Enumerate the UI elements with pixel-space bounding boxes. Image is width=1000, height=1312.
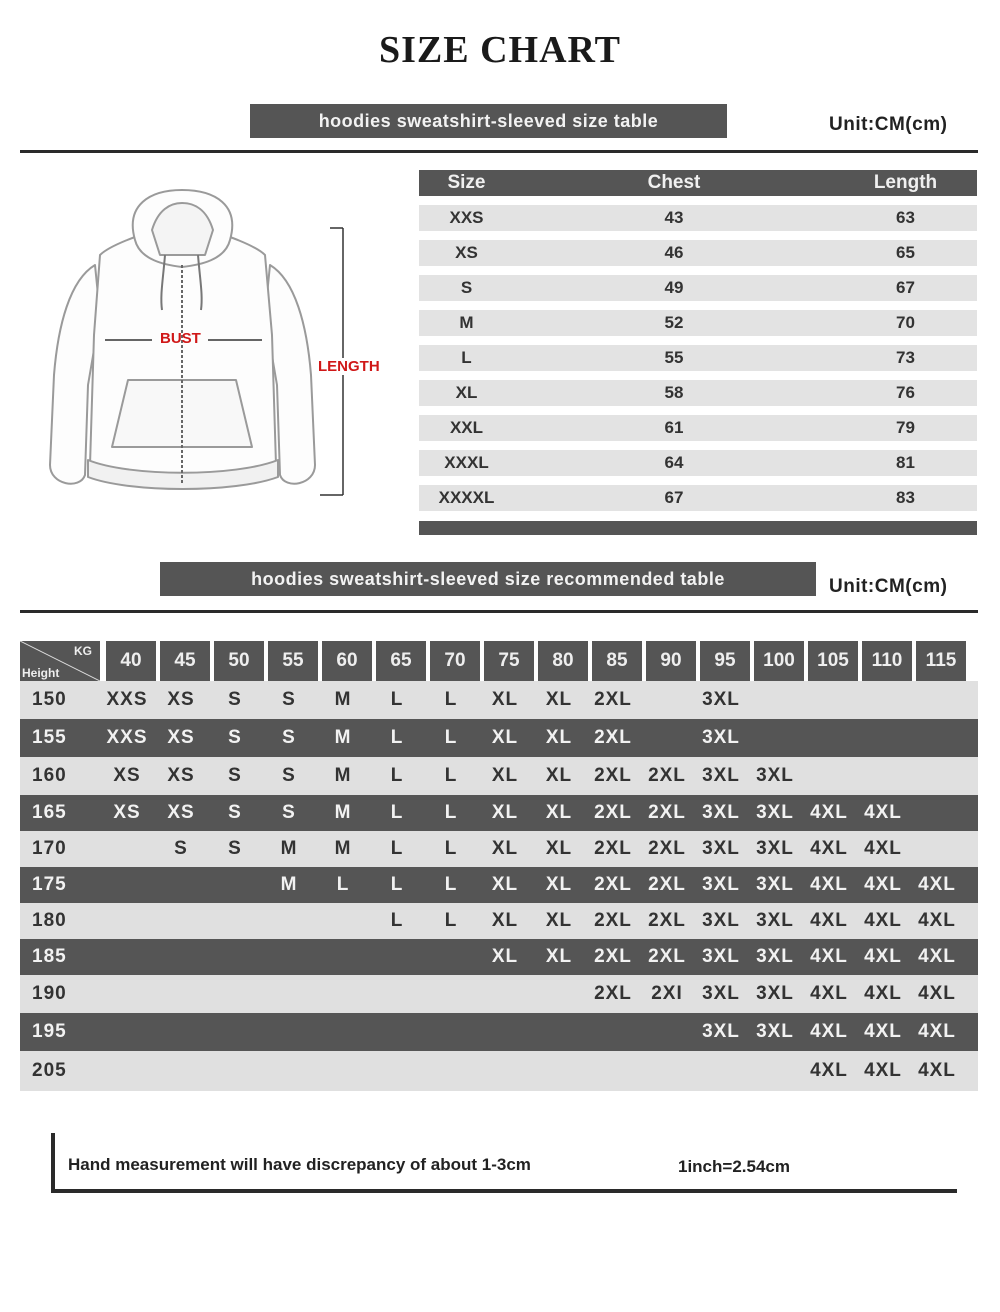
height-cell: 195 [32,1021,67,1042]
size-recommend-cell: XXS [106,727,148,748]
size-recommend-cell: 3XL [702,1021,740,1042]
page-title: SIZE CHART [378,29,621,71]
chest-cell: 46 [664,243,684,262]
size-table [419,170,977,535]
size-recommend-cell: 2XL [648,910,686,931]
size-recommend-cell: XS [113,802,141,823]
weight-header: 40 [106,641,156,681]
size-row [419,450,977,476]
height-cell: 165 [32,802,67,823]
size-table-unit: Unit:CM(cm) [829,114,948,135]
chest-header: Chest [647,172,701,193]
size-row [419,415,977,441]
recommend-row [20,831,978,867]
size-recommend-cell: 4XL [864,946,902,967]
weight-header: 85 [592,641,642,681]
length-cell: 70 [896,313,915,332]
height-cell: 205 [32,1060,67,1081]
weight-header: 60 [322,641,372,681]
size-table-footer-bar [419,521,977,535]
size-recommend-cell: 3XL [756,910,794,931]
length-cell: 73 [896,348,915,367]
size-recommend-cell: S [228,765,242,786]
weight-header: 90 [646,641,696,681]
weight-header: 75 [484,641,534,681]
chest-cell: 49 [664,278,684,297]
recommend-table [20,641,978,1091]
size-recommend-cell: 2XI [651,983,683,1004]
chest-cell: 55 [664,348,684,367]
size-recommend-cell: M [334,802,352,823]
size-recommend-cell: 4XL [810,1060,848,1081]
size-recommend-cell: XXS [106,689,148,710]
size-recommend-cell: 4XL [810,838,848,859]
size-recommend-cell: L [444,874,458,895]
length-cell: 79 [896,418,915,437]
recommend-row [20,975,978,1013]
size-recommend-cell: 3XL [702,727,740,748]
size-recommend-cell: 3XL [756,1021,794,1042]
size-recommend-cell: 3XL [702,689,740,710]
chest-cell: 61 [664,418,684,437]
size-recommend-cell: 3XL [702,874,740,895]
size-recommend-cell: L [336,874,350,895]
size-cell: M [459,313,474,332]
size-recommend-cell: 4XL [864,983,902,1004]
chest-cell: 43 [664,208,684,227]
size-recommend-cell: 4XL [918,983,956,1004]
size-recommend-cell: XL [545,689,573,710]
size-recommend-cell: 3XL [702,910,740,931]
section-divider [20,150,978,153]
section-divider [20,610,978,613]
size-recommend-cell: L [390,802,404,823]
size-recommend-cell: 4XL [918,1021,956,1042]
recommend-table-banner: hoodies sweatshirt-sleeved size recommended table [160,562,816,596]
height-cell: 180 [32,910,67,931]
size-recommend-cell: XL [545,765,573,786]
size-recommend-cell: XL [491,689,519,710]
size-recommend-cell: 2XL [594,874,632,895]
chest-cell: 58 [664,383,684,402]
recommend-row [20,867,978,903]
size-recommend-cell: 4XL [918,946,956,967]
size-recommend-cell: 3XL [756,874,794,895]
size-recommend-cell: L [444,765,458,786]
size-row [419,345,977,371]
size-row [419,310,977,336]
height-cell: 175 [32,874,67,895]
size-recommend-cell: 4XL [810,1021,848,1042]
height-cell: 170 [32,838,67,859]
table-corner [20,641,100,681]
size-recommend-cell: 2XL [594,838,632,859]
size-recommend-cell: S [282,802,296,823]
size-recommend-cell: XL [545,874,573,895]
size-row [419,485,977,511]
size-recommend-cell: 4XL [918,1060,956,1081]
size-recommend-cell: 3XL [756,838,794,859]
size-recommend-cell: XS [167,689,195,710]
size-recommend-cell: 4XL [864,1021,902,1042]
size-cell: XXXXL [438,488,495,507]
size-recommend-cell: 4XL [810,802,848,823]
chest-cell: 52 [664,313,684,332]
size-recommend-cell: 4XL [810,910,848,931]
length-cell: 81 [896,453,915,472]
size-row [419,275,977,301]
size-recommend-cell: XL [491,946,519,967]
conversion-note: 1inch=2.54cm [678,1157,790,1176]
height-cell: 150 [32,689,67,710]
size-recommend-cell: S [228,802,242,823]
size-recommend-cell: 3XL [702,838,740,859]
height-cell: 155 [32,727,67,748]
size-recommend-cell: 4XL [864,1060,902,1081]
size-cell: XL [455,383,478,402]
size-recommend-cell: L [444,802,458,823]
size-recommend-cell: 3XL [756,765,794,786]
size-row [419,240,977,266]
size-recommend-cell: 2XL [594,765,632,786]
weight-header: 95 [700,641,750,681]
size-header: Size [447,172,486,193]
size-recommend-cell: XL [545,727,573,748]
size-recommend-cell: L [390,838,404,859]
recommend-row [20,681,978,719]
bust-label: BUST [160,330,201,347]
hoodie-diagram [40,185,380,505]
size-recommend-cell: S [228,838,242,859]
recommend-row [20,757,978,795]
size-recommend-cell: 2XL [594,983,632,1004]
size-recommend-cell: 3XL [702,802,740,823]
size-recommend-cell: 2XL [594,802,632,823]
size-recommend-cell: M [334,838,352,859]
weight-header: 65 [376,641,426,681]
size-row [419,380,977,406]
chest-cell: 64 [664,453,684,472]
size-recommend-cell: S [282,727,296,748]
size-recommend-cell: XS [167,727,195,748]
size-cell: L [461,348,472,367]
weight-header: 70 [430,641,480,681]
size-recommend-cell: 2XL [648,946,686,967]
weight-header: 110 [862,641,912,681]
height-cell: 190 [32,983,67,1004]
length-cell: 83 [896,488,915,507]
recommend-row [20,719,978,757]
recommend-row [20,903,978,939]
note-bracket-vertical [51,1133,55,1193]
size-recommend-cell: 4XL [864,838,902,859]
size-recommend-cell: M [334,765,352,786]
size-cell: S [460,278,473,297]
size-cell: XXL [449,418,484,437]
size-recommend-cell: L [444,689,458,710]
length-cell: 76 [896,383,915,402]
length-cell: 63 [896,208,915,227]
height-cell: 185 [32,946,67,967]
height-cell: 160 [32,765,67,786]
size-recommend-cell: 2XL [594,946,632,967]
size-recommend-cell: XL [491,727,519,748]
weight-header: 115 [916,641,966,681]
weight-header: 100 [754,641,804,681]
size-recommend-cell: S [282,765,296,786]
size-recommend-cell: S [174,838,188,859]
size-recommend-cell: M [280,874,298,895]
length-cell: 67 [896,278,915,297]
size-recommend-cell: L [444,838,458,859]
size-recommend-cell: 2XL [648,802,686,823]
size-recommend-cell: 3XL [756,946,794,967]
size-recommend-cell: 2XL [648,874,686,895]
size-recommend-cell: L [444,727,458,748]
size-recommend-cell: XL [545,910,573,931]
size-recommend-cell: S [228,727,242,748]
size-recommend-cell: XL [491,765,519,786]
height-label: Height [22,666,60,680]
size-recommend-cell: XL [545,802,573,823]
size-recommend-cell: M [334,689,352,710]
discrepancy-note: Hand measurement will have discrepancy of about 1-3cm [68,1155,531,1174]
size-table-banner: hoodies sweatshirt-sleeved size table [250,104,727,138]
size-recommend-cell: 3XL [756,983,794,1004]
size-recommend-cell: M [280,838,298,859]
recommend-table-header [20,641,978,681]
weight-header: 45 [160,641,210,681]
size-cell: XXXL [444,453,489,472]
size-recommend-cell: 4XL [864,874,902,895]
size-recommend-cell: 4XL [810,874,848,895]
recommend-row [20,1013,978,1051]
size-table-header [419,170,977,196]
length-label: LENGTH [318,358,380,375]
note-bracket-horizontal [51,1189,957,1193]
recommend-row [20,939,978,975]
size-recommend-cell: L [390,765,404,786]
size-recommend-cell: 4XL [864,802,902,823]
size-recommend-cell: XL [491,874,519,895]
size-recommend-cell: XS [167,765,195,786]
size-recommend-cell: L [390,910,404,931]
size-recommend-cell: 2XL [594,910,632,931]
size-recommend-cell: XL [491,910,519,931]
size-recommend-cell: L [444,910,458,931]
size-recommend-cell: 4XL [810,946,848,967]
chest-cell: 67 [664,488,684,507]
size-recommend-cell: 3XL [702,946,740,967]
recommend-row [20,1051,978,1091]
size-recommend-cell: 3XL [702,983,740,1004]
size-recommend-cell: XL [545,838,573,859]
length-cell: 65 [896,243,915,262]
recommend-table-unit: Unit:CM(cm) [829,576,948,597]
size-recommend-cell: 4XL [918,874,956,895]
size-recommend-cell: XS [113,765,141,786]
size-recommend-cell: 3XL [756,802,794,823]
size-recommend-cell: S [228,689,242,710]
kg-label: KG [74,644,92,658]
size-recommend-cell: 2XL [648,765,686,786]
size-recommend-cell: S [282,689,296,710]
size-recommend-cell: XS [167,802,195,823]
size-recommend-cell: L [390,689,404,710]
size-recommend-cell: M [334,727,352,748]
weight-header: 50 [214,641,264,681]
size-recommend-cell: XL [545,946,573,967]
size-recommend-cell: 3XL [702,765,740,786]
size-cell: XXS [449,208,484,227]
weight-header: 105 [808,641,858,681]
size-recommend-cell: XL [491,802,519,823]
size-recommend-cell: 2XL [594,727,632,748]
weight-header: 55 [268,641,318,681]
size-row [419,205,977,231]
size-recommend-cell: 4XL [864,910,902,931]
size-recommend-cell: XL [491,838,519,859]
size-recommend-cell: L [390,727,404,748]
length-header: Length [873,172,938,193]
size-cell: XS [455,243,478,262]
size-recommend-cell: 2XL [594,689,632,710]
weight-header: 80 [538,641,588,681]
size-recommend-cell: 2XL [648,838,686,859]
size-recommend-cell: 4XL [918,910,956,931]
recommend-row [20,795,978,831]
size-recommend-cell: 4XL [810,983,848,1004]
size-recommend-cell: L [390,874,404,895]
